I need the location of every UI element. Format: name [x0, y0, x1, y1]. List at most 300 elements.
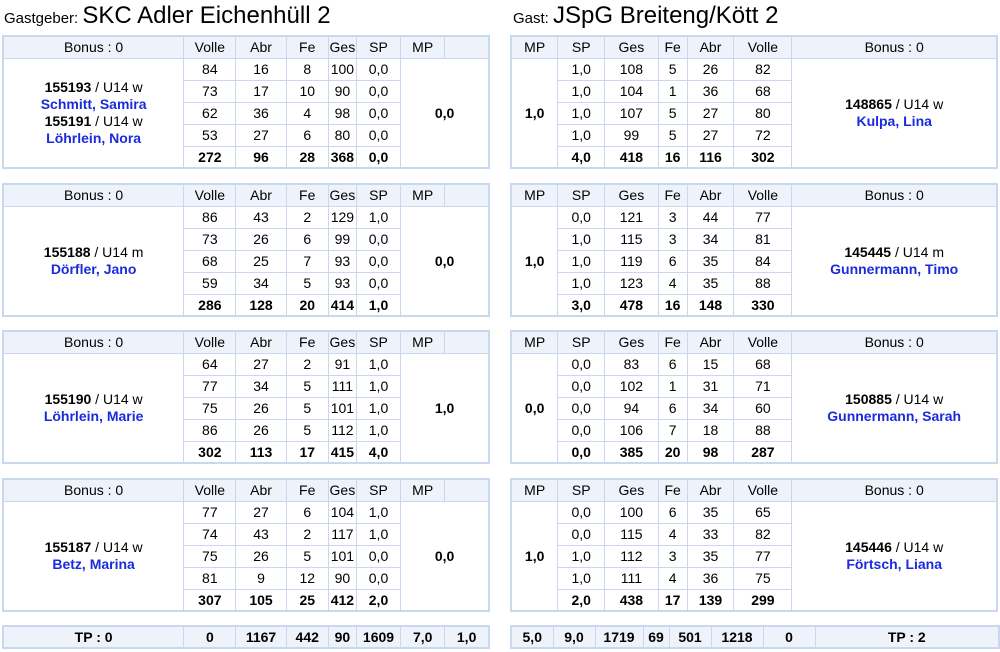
guest-lane-value: 106: [605, 419, 659, 441]
home-lane-value: 1,0: [356, 523, 400, 545]
guest-volle-header: Volle: [734, 184, 792, 206]
guest-mp-header: MP: [511, 479, 558, 501]
home-lane-value: 2: [286, 206, 328, 228]
home-lane-value: 27: [236, 124, 286, 146]
guest-mp-value: 0,0: [511, 353, 558, 463]
home-player-class: / U14 w: [91, 112, 143, 129]
guest-sum-value: 385: [605, 441, 659, 463]
home-lane-value: 27: [236, 353, 286, 375]
home-player-cell: [3, 353, 184, 463]
home-lane-value: 117: [328, 523, 356, 545]
home-mp-header-spacer: [445, 36, 489, 58]
guest-lane-value: 0,0: [558, 206, 605, 228]
home-lane-value: 25: [236, 250, 286, 272]
home-lane-value: 34: [236, 272, 286, 294]
guest-sum-value: 17: [658, 589, 687, 611]
guest-lane-row: [511, 206, 997, 228]
guest-lane-value: 0,0: [558, 375, 605, 397]
home-lane-value: 2: [286, 353, 328, 375]
home-lane-value: 53: [184, 124, 236, 146]
home-lane-value: 111: [328, 375, 356, 397]
home-lane-value: 75: [184, 545, 236, 567]
guest-totals-row: [510, 625, 1000, 649]
guest-bonus-total: 0: [763, 626, 815, 648]
home-lane-value: 8: [286, 58, 328, 80]
guest-sp-header: SP: [558, 36, 605, 58]
home-header-row: [3, 479, 489, 501]
home-fe-header: Fe: [286, 479, 328, 501]
guest-lane-value: 27: [687, 124, 734, 146]
home-game-table: [2, 183, 490, 317]
home-lane-value: 9: [236, 567, 286, 589]
guest-lane-value: 34: [687, 397, 734, 419]
guest-player-cell: [792, 206, 997, 316]
home-volle-total: 1167: [236, 626, 286, 648]
home-lane-value: 1,0: [356, 375, 400, 397]
guest-lane-value: 1: [658, 375, 687, 397]
guest-player-line: [792, 96, 996, 113]
home-lane-value: 0,0: [356, 272, 400, 294]
home-lane-value: 5: [286, 397, 328, 419]
guest-player-id: 150885: [845, 390, 892, 407]
home-lane-value: 5: [286, 375, 328, 397]
home-lane-value: 86: [184, 206, 236, 228]
home-player-id: 155190: [44, 390, 92, 407]
guest-lane-value: 99: [605, 124, 659, 146]
guest-lane-value: 68: [734, 353, 792, 375]
guest-lane-row: [511, 58, 997, 80]
home-team-label: Gastgeber:: [4, 10, 79, 27]
home-abr-total: 442: [286, 626, 328, 648]
guest-header-row: [511, 479, 997, 501]
guest-abr-total: 501: [669, 626, 711, 648]
guest-player-class: / U14 w: [891, 95, 944, 112]
guest-lane-value: 3: [658, 228, 687, 250]
home-volle-header: Volle: [184, 331, 236, 353]
guest-lane-value: 94: [605, 397, 659, 419]
guest-volle-header: Volle: [734, 36, 792, 58]
guest-lane-row: [511, 353, 997, 375]
guest-lane-value: 34: [687, 228, 734, 250]
guest-lane-value: 4: [658, 523, 687, 545]
home-volle-header: Volle: [184, 36, 236, 58]
home-sp-header: SP: [356, 36, 400, 58]
home-ges-header: Ges: [328, 36, 356, 58]
home-lane-value: 27: [236, 501, 286, 523]
guest-lane-value: 84: [734, 250, 792, 272]
home-player-cell: [3, 58, 184, 168]
guest-lane-value: 119: [605, 250, 659, 272]
guest-lane-row: [511, 501, 997, 523]
home-lane-value: 64: [184, 353, 236, 375]
guest-lane-value: 26: [687, 58, 734, 80]
guest-sum-value: 139: [687, 589, 734, 611]
home-lane-value: 86: [184, 419, 236, 441]
guest-abr-header: Abr: [687, 184, 734, 206]
home-lane-value: 1,0: [356, 353, 400, 375]
guest-player-name: Gunnermann, Sarah: [827, 407, 962, 424]
home-lane-value: 101: [328, 397, 356, 419]
home-sum-value: 368: [328, 146, 356, 168]
home-lane-value: 80: [328, 124, 356, 146]
guest-mp-total: 5,0: [511, 626, 553, 648]
guest-lane-value: 0,0: [558, 523, 605, 545]
guest-lane-value: 4: [658, 567, 687, 589]
guest-player-name: Förtsch, Liana: [846, 555, 943, 572]
home-sum-value: 2,0: [356, 589, 400, 611]
guest-sum-value: 116: [687, 146, 734, 168]
guest-mp-value: 1,0: [511, 206, 558, 316]
home-lane-value: 26: [236, 419, 286, 441]
guest-lane-value: 1: [658, 80, 687, 102]
home-lane-value: 17: [236, 80, 286, 102]
home-lane-value: 112: [328, 419, 356, 441]
guest-lane-value: 35: [687, 501, 734, 523]
home-lane-row: [3, 501, 489, 523]
guest-lane-value: 3: [658, 206, 687, 228]
guest-sum-value: 148: [687, 294, 734, 316]
home-volle-header: Volle: [184, 479, 236, 501]
home-player-id: 155187: [44, 538, 92, 555]
guest-bonus-header: Bonus : 0: [792, 184, 997, 206]
guest-abr-header: Abr: [687, 36, 734, 58]
home-sum-value: 20: [286, 294, 328, 316]
guest-ges-header: Ges: [605, 331, 659, 353]
guest-tp: TP : 2: [815, 626, 999, 648]
guest-lane-value: 0,0: [558, 353, 605, 375]
home-lane-value: 2: [286, 523, 328, 545]
home-lane-value: 7: [286, 250, 328, 272]
home-fe-total: 90: [328, 626, 356, 648]
guest-lane-value: 102: [605, 375, 659, 397]
home-tp: TP : 0: [3, 626, 184, 648]
guest-lane-value: 35: [687, 545, 734, 567]
guest-lane-value: 4: [658, 272, 687, 294]
home-mp-total: 1,0: [445, 626, 489, 648]
guest-lane-value: 1,0: [558, 272, 605, 294]
guest-player-name: Kulpa, Lina: [856, 112, 932, 129]
home-team-heading: [4, 2, 331, 30]
home-lane-value: 36: [236, 102, 286, 124]
home-lane-value: 0,0: [356, 80, 400, 102]
guest-lane-value: 111: [605, 567, 659, 589]
guest-fe-header: Fe: [658, 479, 687, 501]
guest-bonus-header: Bonus : 0: [792, 331, 997, 353]
home-player-class: / U14 m: [90, 243, 144, 260]
home-player-line: [4, 391, 183, 408]
home-player-line: [4, 113, 183, 130]
guest-player-cell: [792, 501, 997, 611]
guest-lane-value: 31: [687, 375, 734, 397]
guest-sum-value: 299: [734, 589, 792, 611]
guest-player-line: [792, 391, 996, 408]
home-lane-value: 93: [328, 272, 356, 294]
guest-mp-header: MP: [511, 36, 558, 58]
home-player-id: 155191: [44, 112, 92, 129]
home-ges-header: Ges: [328, 184, 356, 206]
home-sp-header: SP: [356, 479, 400, 501]
home-player-id: 155188: [43, 243, 91, 260]
home-player-name: Dörfler, Jano: [50, 260, 137, 277]
guest-lane-value: 33: [687, 523, 734, 545]
guest-lane-value: 3: [658, 545, 687, 567]
guest-volle-total: 1218: [711, 626, 763, 648]
guest-lane-value: 75: [734, 567, 792, 589]
guest-player-name: Gunnermann, Timo: [830, 260, 959, 277]
home-sp-header: SP: [356, 184, 400, 206]
guest-player-id: 145446: [845, 538, 892, 555]
home-header-row: [3, 331, 489, 353]
home-abr-header: Abr: [236, 36, 286, 58]
home-sum-value: 28: [286, 146, 328, 168]
guest-lane-value: 65: [734, 501, 792, 523]
home-lane-value: 6: [286, 228, 328, 250]
guest-lane-value: 1,0: [558, 545, 605, 567]
home-mp-header-spacer: [445, 331, 489, 353]
guest-player-line: [792, 539, 996, 556]
home-player-cell: [3, 501, 184, 611]
guest-lane-value: 15: [687, 353, 734, 375]
home-lane-value: 77: [184, 501, 236, 523]
guest-fe-total: 69: [643, 626, 669, 648]
guest-fe-header: Fe: [658, 331, 687, 353]
home-bonus-header: Bonus : 0: [3, 36, 184, 58]
guest-abr-header: Abr: [687, 331, 734, 353]
home-header-row: [3, 184, 489, 206]
home-player-name: Betz, Marina: [52, 555, 135, 572]
home-sum-value: 96: [236, 146, 286, 168]
home-lane-value: 12: [286, 567, 328, 589]
home-lane-value: 0,0: [356, 250, 400, 272]
guest-header-row: [511, 331, 997, 353]
home-player-line: [4, 244, 183, 261]
home-sum-value: 414: [328, 294, 356, 316]
home-lane-value: 6: [286, 124, 328, 146]
guest-sum-value: 20: [658, 441, 687, 463]
home-lane-value: 99: [328, 228, 356, 250]
guest-lane-value: 1,0: [558, 567, 605, 589]
home-lane-value: 0,0: [356, 567, 400, 589]
home-player-class: / U14 w: [91, 390, 143, 407]
home-sum-value: 17: [286, 441, 328, 463]
home-sp-header: SP: [356, 331, 400, 353]
home-lane-value: 101: [328, 545, 356, 567]
home-sum-value: 415: [328, 441, 356, 463]
guest-lane-value: 5: [658, 102, 687, 124]
home-sum-value: 113: [236, 441, 286, 463]
guest-lane-value: 82: [734, 58, 792, 80]
guest-mp-value: 1,0: [511, 58, 558, 168]
home-bonus-total: 0: [184, 626, 236, 648]
home-sum-value: 412: [328, 589, 356, 611]
guest-lane-value: 0,0: [558, 419, 605, 441]
guest-lane-value: 6: [658, 250, 687, 272]
home-player-id: 155193: [44, 78, 92, 95]
home-sum-value: 128: [236, 294, 286, 316]
home-sum-value: 286: [184, 294, 236, 316]
guest-player-cell: [792, 58, 997, 168]
guest-sp-header: SP: [558, 331, 605, 353]
guest-lane-value: 107: [605, 102, 659, 124]
guest-volle-header: Volle: [734, 331, 792, 353]
home-sum-value: 25: [286, 589, 328, 611]
guest-sum-value: 418: [605, 146, 659, 168]
home-lane-value: 0,0: [356, 545, 400, 567]
guest-sp-header: SP: [558, 184, 605, 206]
home-lane-value: 4: [286, 102, 328, 124]
home-mp-header: MP: [401, 184, 445, 206]
home-mp-value: 0,0: [401, 58, 489, 168]
guest-lane-value: 112: [605, 545, 659, 567]
home-lane-row: [3, 353, 489, 375]
home-sum-value: 302: [184, 441, 236, 463]
home-lane-value: 43: [236, 206, 286, 228]
guest-lane-value: 0,0: [558, 397, 605, 419]
home-lane-value: 26: [236, 545, 286, 567]
home-lane-value: 84: [184, 58, 236, 80]
home-team-name: SKC Adler Eichenhüll 2: [82, 2, 331, 29]
home-player-class: / U14 w: [91, 78, 143, 95]
home-lane-value: 16: [236, 58, 286, 80]
home-lane-value: 1,0: [356, 419, 400, 441]
home-player-cell: [3, 206, 184, 316]
home-ges-header: Ges: [328, 479, 356, 501]
guest-bonus-header: Bonus : 0: [792, 479, 997, 501]
home-game-table: [2, 478, 490, 612]
home-mp-header-spacer: [445, 184, 489, 206]
guest-lane-value: 115: [605, 228, 659, 250]
home-lane-value: 77: [184, 375, 236, 397]
home-lane-value: 0,0: [356, 124, 400, 146]
guest-lane-value: 83: [605, 353, 659, 375]
home-bonus-header: Bonus : 0: [3, 331, 184, 353]
home-header-row: [3, 36, 489, 58]
guest-sum-value: 2,0: [558, 589, 605, 611]
guest-lane-value: 104: [605, 80, 659, 102]
home-ges-header: Ges: [328, 331, 356, 353]
guest-ges-header: Ges: [605, 184, 659, 206]
guest-sum-value: 3,0: [558, 294, 605, 316]
guest-lane-value: 1,0: [558, 250, 605, 272]
guest-player-line: [792, 244, 996, 261]
guest-lane-value: 77: [734, 206, 792, 228]
guest-sum-value: 16: [658, 146, 687, 168]
home-lane-value: 90: [328, 80, 356, 102]
guest-lane-value: 100: [605, 501, 659, 523]
home-bonus-header: Bonus : 0: [3, 479, 184, 501]
guest-player-cell: [792, 353, 997, 463]
guest-volle-header: Volle: [734, 479, 792, 501]
home-mp-value: 0,0: [401, 501, 489, 611]
guest-ges-header: Ges: [605, 479, 659, 501]
home-fe-header: Fe: [286, 36, 328, 58]
guest-game-table: [510, 330, 998, 464]
guest-lane-value: 27: [687, 102, 734, 124]
home-totals-row: [2, 625, 490, 649]
home-lane-value: 43: [236, 523, 286, 545]
home-lane-value: 5: [286, 419, 328, 441]
guest-team-label: Gast:: [513, 10, 549, 27]
guest-lane-value: 88: [734, 419, 792, 441]
home-lane-value: 91: [328, 353, 356, 375]
home-sum-value: 272: [184, 146, 236, 168]
home-mp-value: 0,0: [401, 206, 489, 316]
guest-ges-total: 1719: [595, 626, 643, 648]
home-lane-value: 1,0: [356, 501, 400, 523]
guest-sum-value: 4,0: [558, 146, 605, 168]
guest-player-class: / U14 w: [891, 538, 944, 555]
home-sum-value: 0,0: [356, 146, 400, 168]
home-lane-value: 0,0: [356, 102, 400, 124]
guest-lane-value: 72: [734, 124, 792, 146]
guest-lane-value: 5: [658, 124, 687, 146]
guest-sum-value: 438: [605, 589, 659, 611]
guest-lane-value: 81: [734, 228, 792, 250]
guest-lane-value: 60: [734, 397, 792, 419]
home-mp-header-spacer: [445, 479, 489, 501]
guest-lane-value: 80: [734, 102, 792, 124]
home-sum-value: 4,0: [356, 441, 400, 463]
guest-header-row: [511, 184, 997, 206]
home-sum-value: 1,0: [356, 294, 400, 316]
guest-lane-value: 82: [734, 523, 792, 545]
home-lane-value: 75: [184, 397, 236, 419]
home-sum-value: 307: [184, 589, 236, 611]
guest-lane-value: 121: [605, 206, 659, 228]
guest-game-table: [510, 35, 998, 169]
guest-lane-value: 1,0: [558, 124, 605, 146]
home-lane-value: 0,0: [356, 58, 400, 80]
home-lane-value: 10: [286, 80, 328, 102]
guest-sum-value: 16: [658, 294, 687, 316]
guest-lane-value: 68: [734, 80, 792, 102]
guest-team-name: JSpG Breiteng/Kött 2: [553, 2, 779, 29]
home-lane-value: 26: [236, 397, 286, 419]
guest-sum-value: 330: [734, 294, 792, 316]
home-lane-value: 73: [184, 80, 236, 102]
guest-sum-value: 98: [687, 441, 734, 463]
guest-lane-value: 1,0: [558, 58, 605, 80]
home-lane-value: 90: [328, 567, 356, 589]
guest-lane-value: 1,0: [558, 228, 605, 250]
guest-lane-value: 35: [687, 272, 734, 294]
guest-fe-header: Fe: [658, 184, 687, 206]
guest-lane-value: 44: [687, 206, 734, 228]
guest-sp-header: SP: [558, 479, 605, 501]
home-lane-value: 0,0: [356, 228, 400, 250]
home-mp-header: MP: [401, 331, 445, 353]
guest-lane-value: 18: [687, 419, 734, 441]
guest-sum-value: 302: [734, 146, 792, 168]
guest-lane-value: 108: [605, 58, 659, 80]
home-lane-value: 1,0: [356, 206, 400, 228]
home-lane-value: 34: [236, 375, 286, 397]
home-game-table: [2, 35, 490, 169]
home-volle-header: Volle: [184, 184, 236, 206]
home-lane-value: 6: [286, 501, 328, 523]
home-player-class: / U14 w: [91, 538, 143, 555]
home-lane-value: 73: [184, 228, 236, 250]
home-game-table: [2, 330, 490, 464]
guest-game-table: [510, 183, 998, 317]
guest-ges-header: Ges: [605, 36, 659, 58]
home-lane-value: 5: [286, 545, 328, 567]
guest-lane-value: 77: [734, 545, 792, 567]
guest-lane-value: 123: [605, 272, 659, 294]
guest-sum-value: 478: [605, 294, 659, 316]
guest-sum-value: 287: [734, 441, 792, 463]
guest-bonus-header: Bonus : 0: [792, 36, 997, 58]
